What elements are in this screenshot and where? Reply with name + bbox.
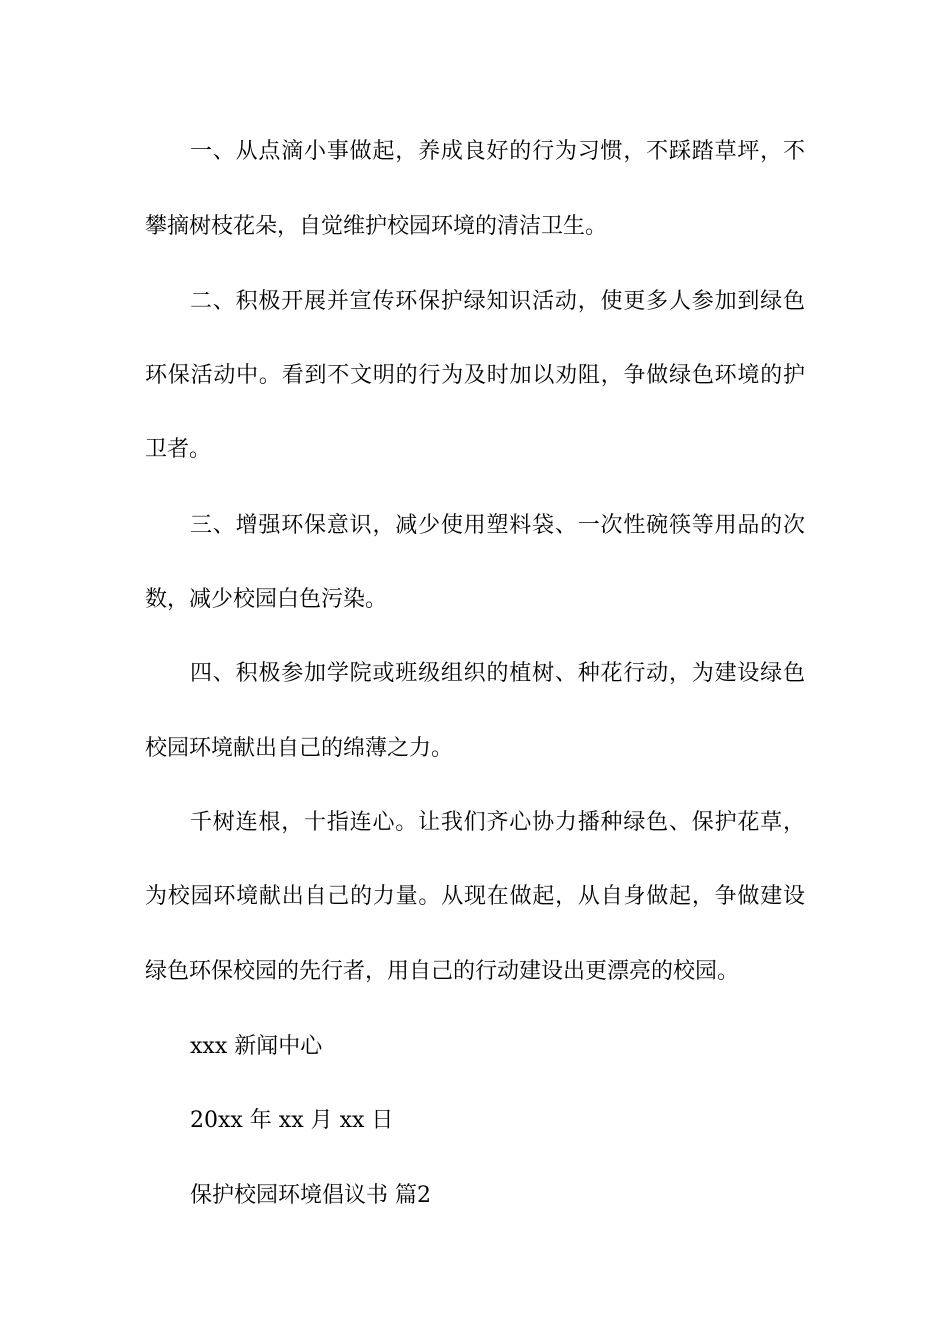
paragraph-5-line-2: 为校园环境献出自己的力量。从现在做起，从自身做起，争做建设 [145, 884, 805, 909]
paragraph-4-line-1: 四、积极参加学院或班级组织的植树、种花行动，为建设绿色 [190, 661, 805, 686]
next-section-title: 保护校园环境倡议书 篇2 [190, 1183, 431, 1208]
paragraph-2-line-2: 环保活动中。看到不文明的行为及时加以劝阻，争做绿色环境的护 [145, 363, 805, 388]
signature-date: 20xx 年 xx 月 xx 日 [190, 1108, 394, 1133]
paragraph-4-line-2: 校园环境献出自己的绵薄之力。 [145, 736, 454, 761]
paragraph-1-line-2: 攀摘树枝花朵，自觉维护校园环境的清洁卫生。 [145, 214, 608, 239]
paragraph-2-line-1: 二、积极开展并宣传环保护绿知识活动，使更多人参加到绿色 [190, 289, 805, 314]
paragraph-2-line-3: 卫者。 [145, 437, 212, 462]
paragraph-1-line-1: 一、从点滴小事做起，养成良好的行为习惯，不踩踏草坪，不 [190, 139, 805, 164]
paragraph-5-line-1: 千树连根，十指连心。让我们齐心协力播种绿色、保护花草， [190, 810, 805, 835]
signature-org: xxx 新闻中心 [190, 1034, 323, 1059]
paragraph-3-line-2: 数，减少校园白色污染。 [145, 587, 388, 612]
paragraph-3-line-1: 三、增强环保意识，减少使用塑料袋、一次性碗筷等用品的次 [190, 513, 805, 538]
paragraph-5-line-3: 绿色环保校园的先行者，用自己的行动建设出更漂亮的校园。 [145, 959, 740, 984]
